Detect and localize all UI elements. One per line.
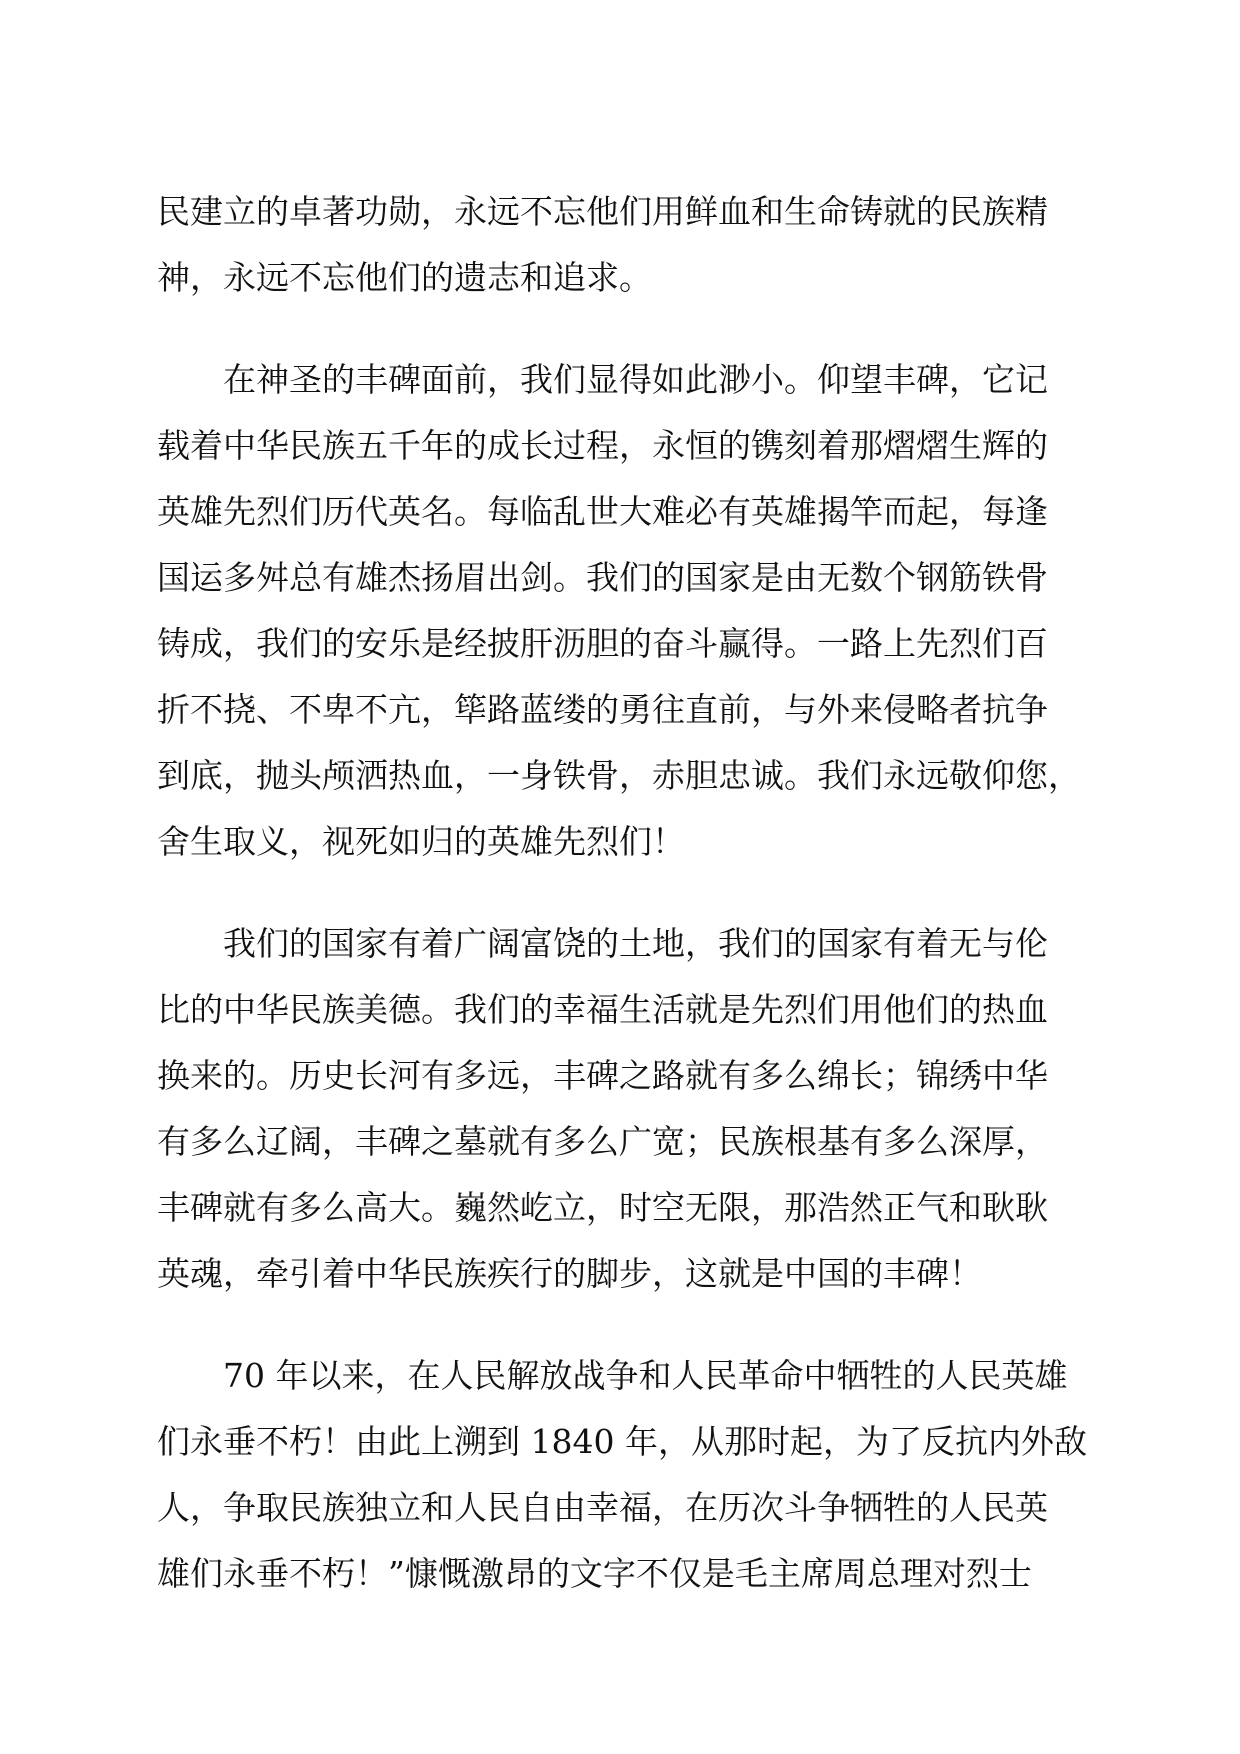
paragraph-gap <box>157 875 1087 911</box>
text-line: 折不挠、不卑不亢，筚路蓝缕的勇往直前，与外来侵略者抗争 <box>157 690 1048 729</box>
paragraph-1 <box>157 179 1087 311</box>
text-line: 们永垂不朽！由此上溯到 1840 年，从那时起，为了反抗内外敌 <box>157 1422 1087 1461</box>
text-line: 神，永远不忘他们的遗志和追求。 <box>157 258 652 297</box>
paragraph-gap <box>157 1307 1087 1343</box>
text-line: 换来的。历史长河有多远，丰碑之路就有多么绵长；锦绣中华 <box>157 1056 1048 1095</box>
text-line: 比的中华民族美德。我们的幸福生活就是先烈们用他们的热血 <box>157 990 1048 1029</box>
text-line: 载着中华民族五千年的成长过程，永恒的镌刻着那熠熠生辉的 <box>157 426 1048 465</box>
text-line: 丰碑就有多么高大。巍然屹立，时空无限，那浩然正气和耿耿 <box>157 1188 1048 1227</box>
paragraph-4 <box>157 1343 1087 1607</box>
text-line: 舍生取义，视死如归的英雄先烈们！ <box>157 822 685 861</box>
text-line: 雄们永垂不朽！”慷慨激昂的文字不仅是毛主席周总理对烈士 <box>157 1554 1032 1593</box>
paragraph-gap <box>157 311 1087 347</box>
text-line: 英魂，牵引着中华民族疾行的脚步，这就是中国的丰碑！ <box>157 1254 982 1293</box>
document-body <box>157 179 1087 1607</box>
text-line: 我们的国家有着广阔富饶的土地，我们的国家有着无与伦 <box>223 924 1048 963</box>
text-line: 到底，抛头颅洒热血，一身铁骨，赤胆忠诚。我们永远敬仰您， <box>157 756 1081 795</box>
text-line: 铸成，我们的安乐是经披肝沥胆的奋斗赢得。一路上先烈们百 <box>157 624 1048 663</box>
text-line: 有多么辽阔，丰碑之墓就有多么广宽；民族根基有多么深厚， <box>157 1122 1048 1161</box>
paragraph-2 <box>157 347 1087 875</box>
text-line: 70 年以来，在人民解放战争和人民革命中牺牲的人民英雄 <box>223 1356 1068 1395</box>
text-line: 英雄先烈们历代英名。每临乱世大难必有英雄揭竿而起，每逢 <box>157 492 1048 531</box>
text-line: 国运多舛总有雄杰扬眉出剑。我们的国家是由无数个钢筋铁骨 <box>157 558 1048 597</box>
text-line: 人，争取民族独立和人民自由幸福，在历次斗争牺牲的人民英 <box>157 1488 1048 1527</box>
text-line: 民建立的卓著功勋，永远不忘他们用鲜血和生命铸就的民族精 <box>157 192 1048 231</box>
paragraph-3 <box>157 911 1087 1307</box>
text-line: 在神圣的丰碑面前，我们显得如此渺小。仰望丰碑，它记 <box>223 360 1048 399</box>
